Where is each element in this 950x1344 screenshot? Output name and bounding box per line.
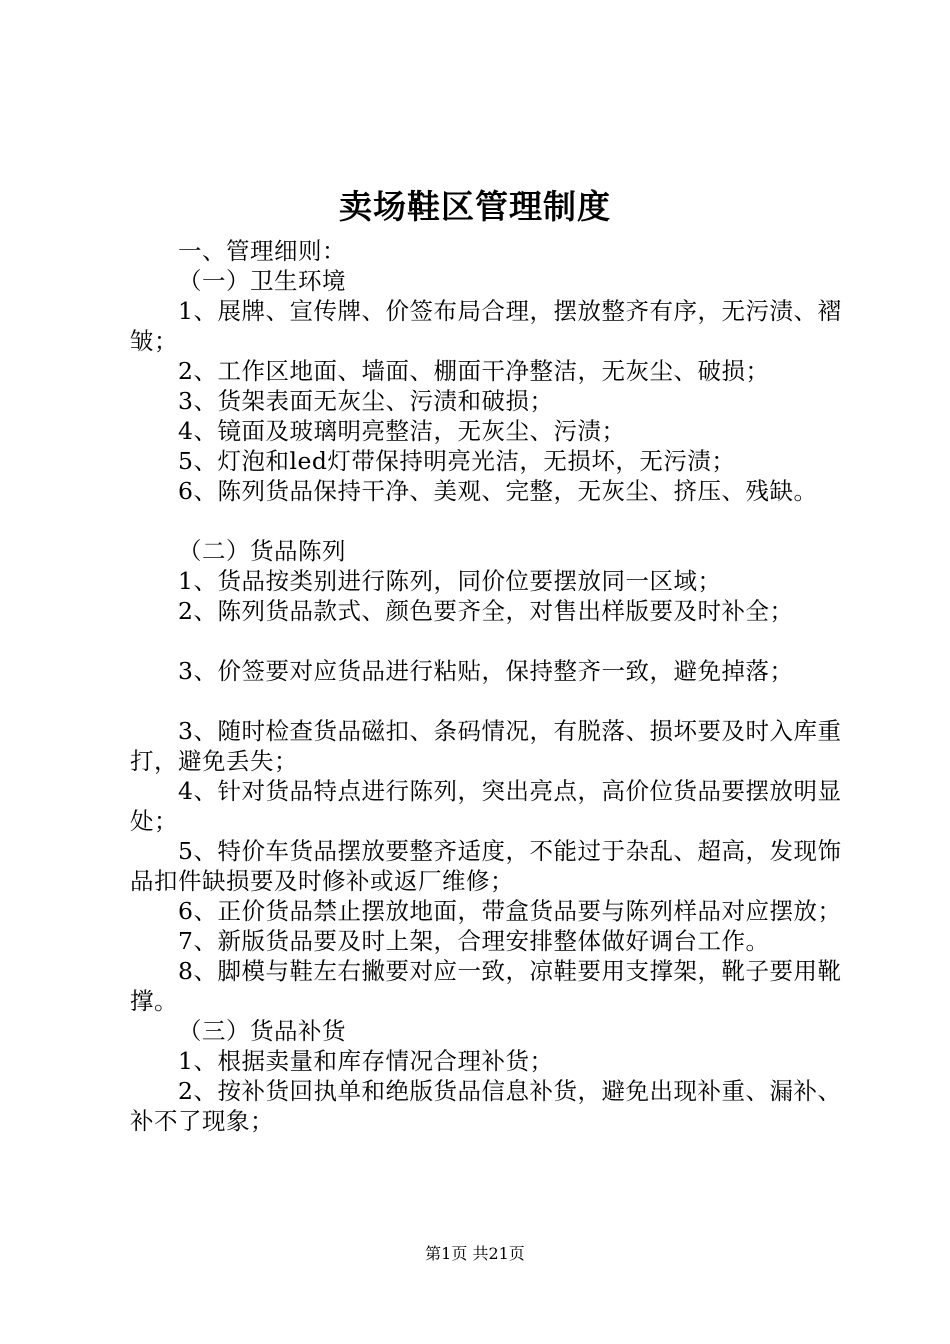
list-item: 5、灯泡和led灯带保持明亮光洁，无损坏，无污渍； xyxy=(178,447,736,475)
section-heading: 一、管理细则： xyxy=(178,237,346,265)
list-item: 2、工作区地面、墙面、棚面干净整洁，无灰尘、破损； xyxy=(178,357,770,385)
list-item: 8、脚模与鞋左右撇要对应一致，凉鞋要用支撑架，靴子要用靴撑。 xyxy=(130,957,842,1015)
document-body xyxy=(130,236,842,1136)
list-item: 5、特价车货品摆放要整齐适度，不能过于杂乱、超高，发现饰品扣件缺损要及时修补或返厂维修； xyxy=(130,837,842,895)
blank-line xyxy=(130,626,842,656)
blank-line xyxy=(130,506,842,536)
list-item: 3、价签要对应货品进行粘贴，保持整齐一致，避免掉落； xyxy=(178,657,794,685)
list-item: 2、陈列货品款式、颜色要齐全，对售出样版要及时补全； xyxy=(178,597,794,625)
list-item: 1、展牌、宣传牌、价签布局合理，摆放整齐有序，无污渍、褶皱； xyxy=(130,297,842,355)
list-item: 4、针对货品特点进行陈列，突出亮点，高价位货品要摆放明显处； xyxy=(130,777,842,835)
list-item: 1、根据卖量和库存情况合理补货； xyxy=(178,1047,554,1075)
list-item: 1、货品按类别进行陈列，同价位要摆放同一区域； xyxy=(178,567,722,595)
list-item: 6、陈列货品保持干净、美观、完整，无灰尘、挤压、残缺。 xyxy=(178,477,818,505)
subsection-heading-restock: （三）货品补货 xyxy=(178,1017,346,1045)
list-item: 6、正价货品禁止摆放地面，带盒货品要与陈列样品对应摆放； xyxy=(178,897,842,925)
page-number: 第1页 共21页 xyxy=(425,1244,525,1263)
subsection-heading-display: （二）货品陈列 xyxy=(178,537,346,565)
list-item: 7、新版货品要及时上架，合理安排整体做好调台工作。 xyxy=(178,927,770,955)
subsection-heading-hygiene: （一）卫生环境 xyxy=(178,267,346,295)
list-item: 2、按补货回执单和绝版货品信息补货，避免出现补重、漏补、补不了现象； xyxy=(130,1077,842,1135)
list-item: 3、随时检查货品磁扣、条码情况，有脱落、损坏要及时入库重打，避免丢失； xyxy=(130,717,842,775)
blank-line xyxy=(130,686,842,716)
document-title: 卖场鞋区管理制度 xyxy=(339,187,611,226)
list-item: 4、镜面及玻璃明亮整洁，无灰尘、污渍； xyxy=(178,417,626,445)
list-item: 3、货架表面无灰尘、污渍和破损； xyxy=(178,387,554,415)
